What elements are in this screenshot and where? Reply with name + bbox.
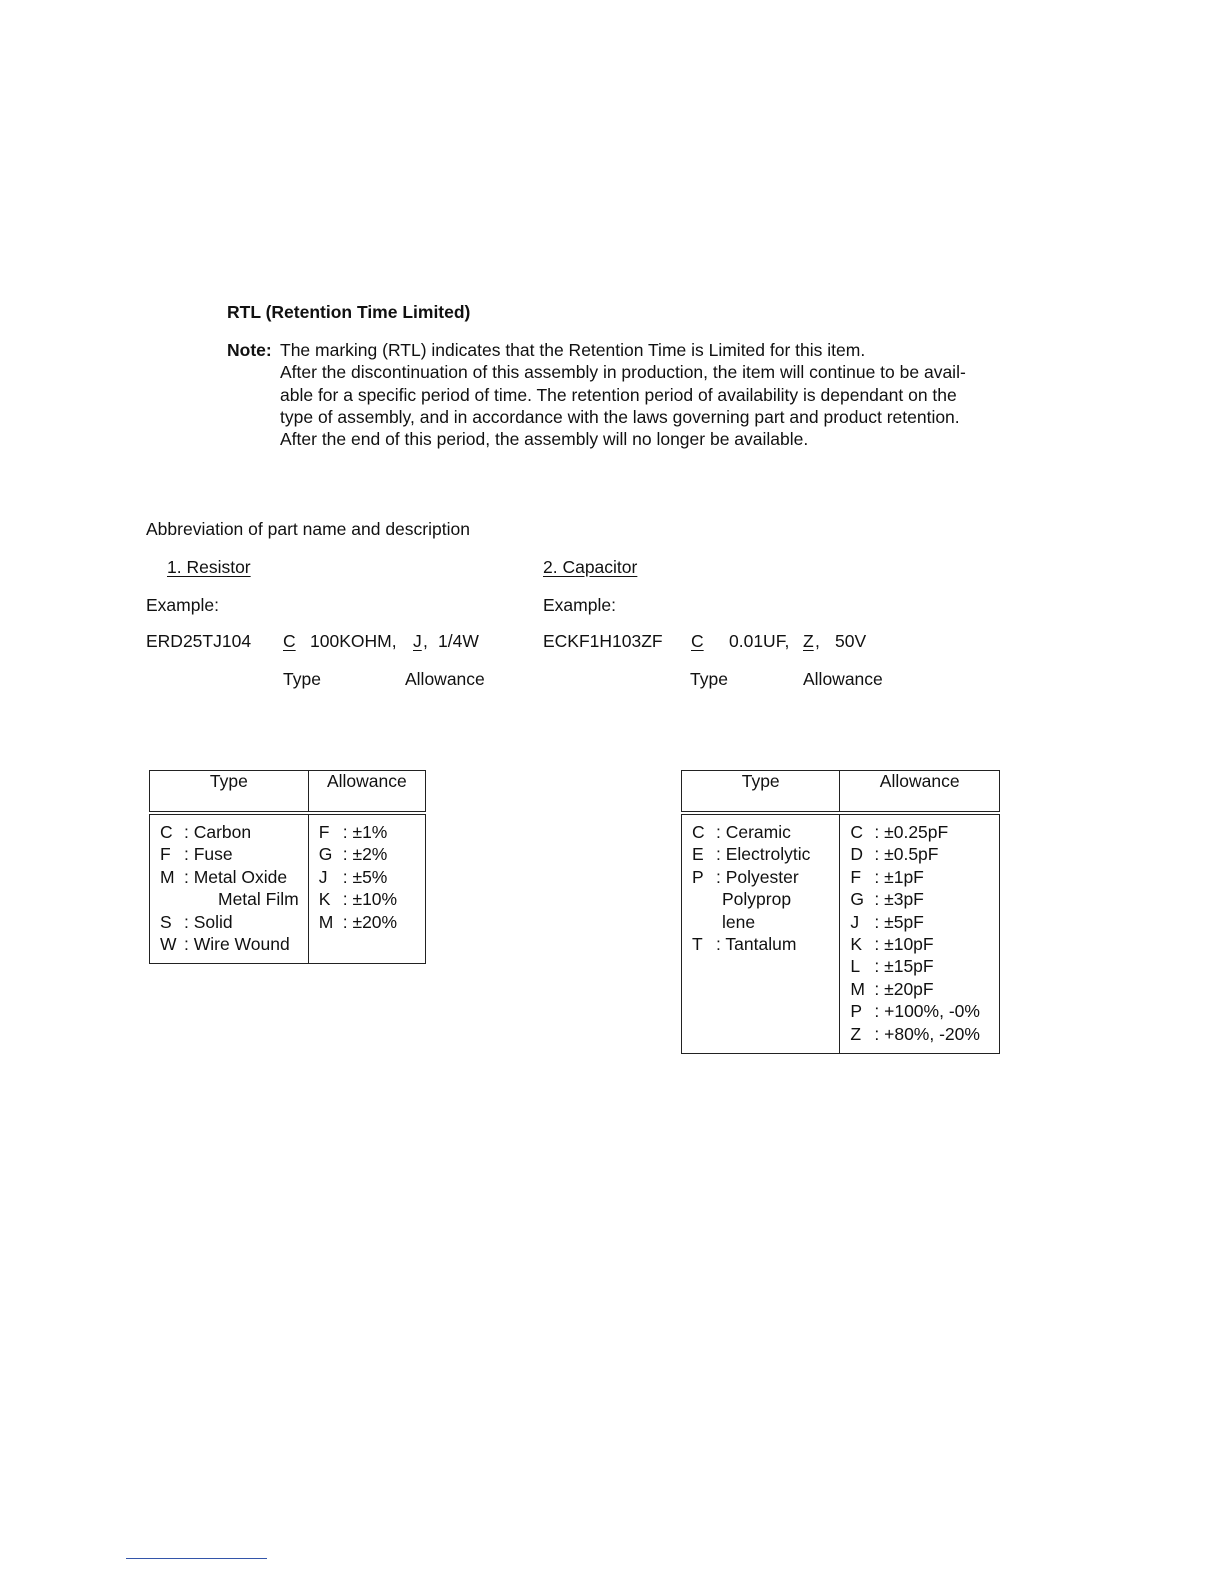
resistor-type-code: C — [283, 631, 296, 651]
rtl-heading: RTL (Retention Time Limited) — [227, 302, 471, 322]
list-item: M : ±20pF — [850, 978, 934, 999]
list-item: E : Electrolytic — [692, 844, 811, 865]
resistor-allowance-cell — [308, 813, 425, 964]
list-item: L : ±15pF — [850, 956, 934, 977]
note-line-3: able for a specific period of time. The retention period of availability is dependant on the — [280, 385, 957, 405]
capacitor-type-cell — [682, 813, 840, 1053]
note-label: Note: — [227, 340, 272, 360]
resistor-table — [149, 770, 426, 964]
capacitor-table-header-allowance: Allowance — [840, 771, 1000, 814]
resistor-rating: 1/4W — [438, 631, 479, 651]
capacitor-heading: 2. Capacitor — [543, 557, 638, 577]
list-item: M : ±20% — [318, 911, 398, 932]
resistor-type-label: Type — [283, 669, 321, 689]
capacitor-example-label: Example: — [543, 595, 616, 615]
capacitor-type-code: C — [691, 631, 704, 651]
list-item: W : Wire Wound — [160, 933, 290, 954]
note-line-5: After the end of this period, the assembly will no longer be available. — [280, 429, 809, 449]
list-item: G : ±2% — [318, 844, 388, 865]
list-item: Z : +80%, -20% — [850, 1023, 980, 1044]
capacitor-allowance-label: Allowance — [803, 669, 883, 689]
list-item: F : Fuse — [160, 844, 233, 865]
list-item: D : ±0.5pF — [850, 844, 939, 865]
resistor-example-label: Example: — [146, 595, 219, 615]
list-item: F : ±1pF — [850, 866, 924, 887]
list-item: T : Tantalum — [692, 933, 797, 954]
abbrev-title: Abbreviation of part name and description — [146, 519, 470, 539]
capacitor-rating: 50V — [835, 631, 867, 651]
resistor-allowance-label: Allowance — [405, 669, 485, 689]
list-item: S : Solid — [160, 911, 233, 932]
footer-divider — [126, 1558, 267, 1559]
capacitor-allowance-cell — [840, 813, 1000, 1053]
list-item: P : Polyester — [692, 866, 799, 887]
list-item: J : ±5pF — [850, 911, 924, 932]
resistor-heading: 1. Resistor — [167, 557, 251, 577]
list-item: K : ±10pF — [850, 933, 934, 954]
list-item: Polyprop — [722, 889, 792, 910]
resistor-part-number: ERD25TJ104 — [146, 631, 252, 651]
resistor-table-header-allowance: Allowance — [308, 771, 425, 814]
capacitor-allowance-sep: , — [815, 631, 820, 651]
list-item: J : ±5% — [318, 866, 388, 887]
list-item: C : ±0.25pF — [850, 822, 949, 842]
list-item: F : ±1% — [318, 822, 388, 842]
list-item: K : ±10% — [318, 889, 398, 910]
resistor-table-header-type: Type — [150, 771, 309, 814]
note-line-1: The marking (RTL) indicates that the Retention Time is Limited for this item. — [280, 340, 866, 360]
list-item: G : ±3pF — [850, 889, 924, 910]
capacitor-table — [681, 770, 1000, 1054]
list-item: M : Metal Oxide — [160, 866, 288, 887]
note-line-4: type of assembly, and in accordance with the laws governing part and product retention. — [280, 407, 960, 427]
list-item: C : Ceramic — [692, 822, 791, 842]
resistor-allowance-sep: , — [423, 631, 428, 651]
capacitor-part-number: ECKF1H103ZF — [543, 631, 663, 651]
list-item: P : +100%, -0% — [850, 1001, 980, 1022]
note-line-2: After the discontinuation of this assembly in production, the item will continue to be avail- — [280, 362, 966, 382]
resistor-type-cell — [150, 813, 309, 964]
capacitor-allowance-code: Z — [803, 631, 814, 651]
resistor-allowance-code: J — [413, 631, 422, 651]
capacitor-type-label: Type — [690, 669, 728, 689]
capacitor-value: 0.01UF, — [729, 631, 790, 651]
list-item: C : Carbon — [160, 822, 252, 842]
resistor-value: 100KOHM, — [310, 631, 397, 651]
capacitor-table-header-type: Type — [682, 771, 840, 814]
list-item: lene — [722, 911, 756, 932]
list-item: Metal Film — [218, 889, 299, 910]
